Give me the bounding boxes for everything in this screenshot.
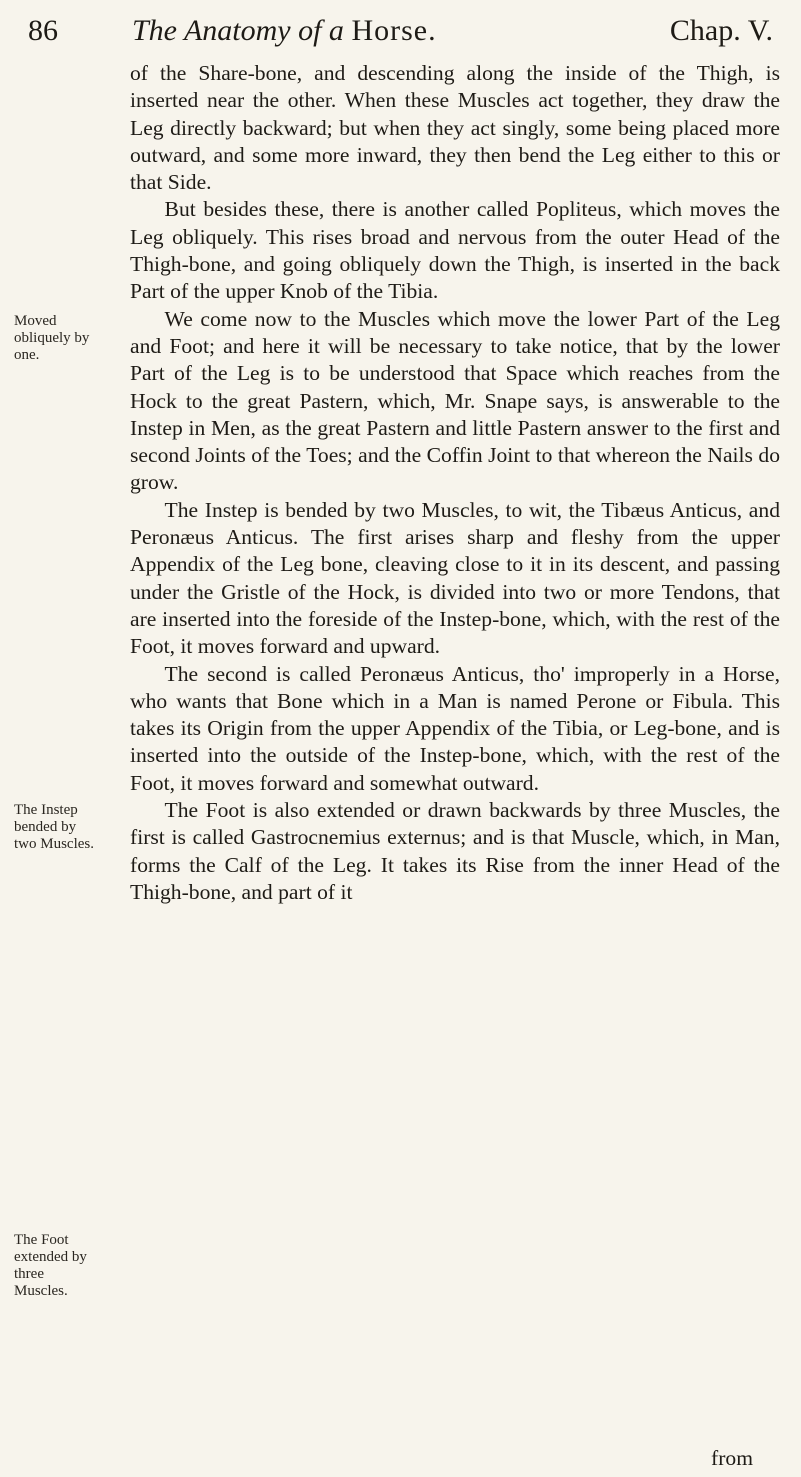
paragraph-6: The Foot is also extended or drawn backwards by three Muscles, the first is called Gastrocnemius externus; and is that Muscle, which, in Man, forms the Calf of the Leg. It takes its Rise from the inner Head of the Thigh-bone, and part of it	[130, 798, 780, 904]
body-text	[130, 60, 780, 906]
chapter-label: Chap. V.	[669, 14, 773, 47]
paragraph-1: of the Share-bone, and descending along the inside of the Thigh, is inserted near the other. When these Muscles act together, they draw the Leg directly backward; but when they act singly, some being placed more outward, and some more inward, they then bend the Leg either to this or that Side.	[130, 61, 780, 195]
paragraph-5: The second is called Peronæus Anticus, tho' improperly in a Horse, who wants that Bone which in a Man is named Perone or Fibula. This takes its Origin from the upper Appendix of the Tibia, or Leg-bone, and is inserted into the outside of the Instep-bone, which, with the rest of the Foot, it moves forward and somewhat outward.	[130, 661, 780, 795]
margin-note-moved-obliquely: Moved obliquely by one.	[14, 313, 90, 363]
page-number: 86	[28, 14, 58, 47]
running-title-horse: Horse.	[351, 14, 437, 47]
catchword: from	[711, 1446, 753, 1470]
running-title-italic: The Anatomy of a	[132, 14, 344, 47]
running-title	[132, 14, 437, 48]
margin-note-instep-bended: The Instep bended by two Muscles.	[14, 802, 94, 852]
paragraph-2: But besides these, there is another called Popliteus, which moves the Leg obliquely. This rises broad and nervous from the outer Head of the Thigh-bone, and going obliquely down the Thigh, is inserted in the back Part of the upper Knob of the Tibia.	[130, 197, 780, 304]
running-header	[28, 12, 773, 58]
paragraph-3: We come now to the Muscles which move the lower Part of the Leg and Foot; and here it will be necessary to take notice, that by the lower Part of the Leg is to be understood that Space which reaches from the Hock to the great Pastern, which, Mr. Snape says, is answerable to the Instep in Men, as the great Pastern and little Pastern answer to the first and second Joints of the Toes; and the Coffin Joint to that whereon the Nails do grow.	[130, 306, 780, 495]
margin-note-foot-extended: The Foot extended by three Muscles.	[14, 1232, 87, 1299]
paragraph-4: The Instep is bended by two Muscles, to wit, the Tibæus Anticus, and Peronæus Anticus. The first arises sharp and fleshy from the upper Appendix of the Leg bone, cleaving close to it in its descent, and passing under the Gristle of the Hock, is divided into two or more Tendons, that are inserted into the foreside of the Instep-bone, which, with the rest of the Foot, it moves forward and upward.	[130, 497, 780, 659]
